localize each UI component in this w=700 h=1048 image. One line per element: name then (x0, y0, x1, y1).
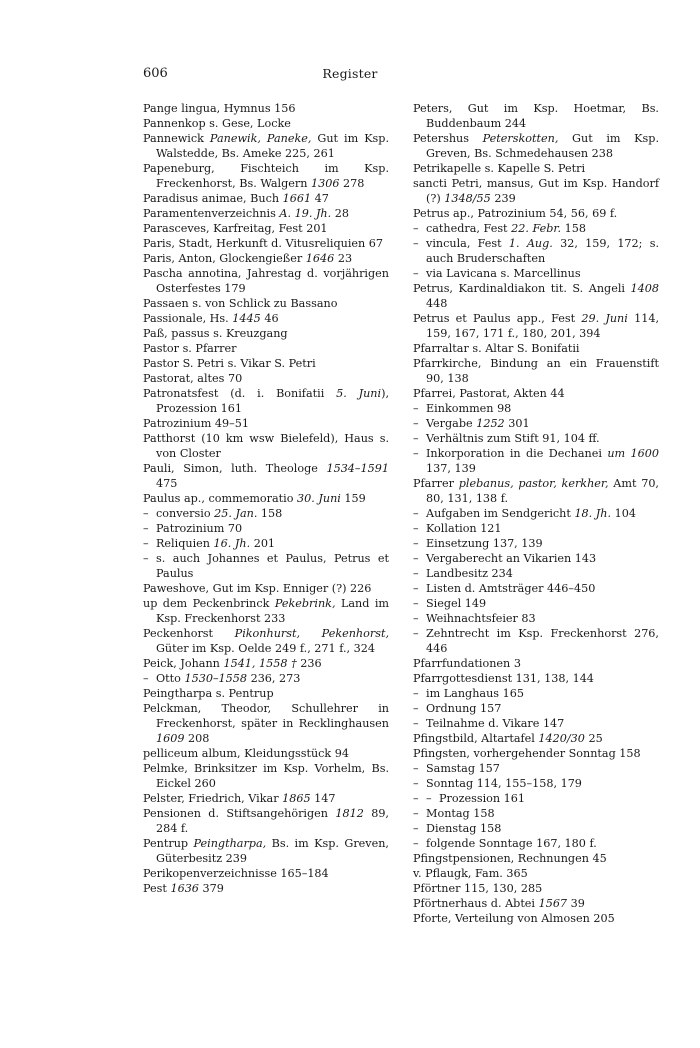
entry-text-italic: 1865 (282, 792, 311, 805)
entry-text: Patthorst (10 km wsw Bielefeld), Haus s. von Closter (143, 432, 389, 460)
entry-text: 158 (257, 507, 283, 520)
entry-text: Samstag 157 (426, 762, 500, 775)
entry-text: 159 (340, 492, 366, 505)
entry-text: Petershus (413, 132, 483, 145)
entry-text: Passionale, Hs. (143, 312, 233, 325)
entry-text: conversio (156, 507, 215, 520)
index-entry (143, 191, 389, 206)
entry-text: Teilnahme d. Vikare 147 (426, 717, 565, 730)
index-entry (413, 386, 659, 401)
entry-text-italic: 1252 (476, 417, 505, 430)
page-header (143, 66, 557, 84)
entry-text-italic: um 1600 (607, 447, 660, 460)
entry-text: Listen d. Amtsträger 446–450 (426, 582, 596, 595)
entry-text: Paramentenverzeichnis (143, 207, 280, 220)
index-entry (413, 656, 659, 671)
entry-text: via Lavicana s. Marcellinus (426, 267, 581, 280)
index-entry (413, 131, 659, 161)
entry-text: v. Pflaugk, Fam. 365 (413, 867, 528, 880)
index-entry (143, 806, 389, 836)
index-subentry (413, 776, 659, 791)
entry-text-italic: A. 19. Jh. (279, 207, 332, 220)
entry-text: Ordnung 157 (426, 702, 502, 715)
entry-text: Gut im Ksp. Walstedde, Bs. Ameke 225, 261 (156, 132, 390, 160)
entry-text-italic: 18. Jh. (574, 507, 612, 520)
entry-text: s. auch Johannes et Paulus, Petrus et Paulus (156, 552, 389, 580)
index-subentry (413, 791, 659, 806)
index-subentry (143, 521, 389, 536)
index-entry (413, 101, 659, 131)
subentry-dash: – (143, 507, 149, 520)
entry-text: Vergabe (426, 417, 477, 430)
index-entry (143, 656, 389, 671)
entry-text: Pelmke, Brinksitzer im Ksp. Vorhelm, Bs. Eickel 260 (143, 762, 389, 790)
subentry-dash: – (413, 612, 419, 625)
page-number: 606 (143, 66, 168, 81)
index-entry (413, 341, 659, 356)
entry-text: 208 (184, 732, 210, 745)
entry-text: Paß, passus s. Kreuzgang (143, 327, 288, 340)
entry-text-italic: Peingtharpa, (193, 837, 267, 850)
index-entry (143, 626, 389, 656)
entry-text: Aufgaben im Sendgericht (426, 507, 575, 520)
entry-text-italic: 5. Juni (336, 387, 382, 400)
entry-text: 147 (310, 792, 336, 805)
entry-text: Papeneburg, Fischteich im Ksp. Freckenhorst, Bs. Walgern (143, 162, 389, 190)
entry-text: Vergaberecht an Vikarien 143 (426, 552, 597, 565)
index-entry (143, 581, 389, 596)
index-entry (143, 761, 389, 791)
entry-text: 32, 159, 172; s. auch Bruderschaften (426, 237, 659, 265)
index-entry (413, 881, 659, 896)
entry-text: Perikopenverzeichnisse 165–184 (143, 867, 329, 880)
subentry-dash: – (413, 717, 419, 730)
index-entry (143, 251, 389, 266)
index-entry (143, 266, 389, 296)
index-entry (413, 311, 659, 341)
subentry-dash: – (413, 792, 419, 805)
entry-text: Pannewick (143, 132, 210, 145)
index-entry (413, 911, 659, 926)
entry-text: Pastor S. Petri s. Vikar S. Petri (143, 357, 316, 370)
index-subentry (413, 566, 659, 581)
index-subentry (413, 431, 659, 446)
subentry-dash: – (413, 237, 419, 250)
index-entry (413, 746, 659, 761)
entry-text-italic: Panewik, Paneke, (209, 132, 312, 145)
subentry-dash: – (413, 222, 419, 235)
index-entry (143, 881, 389, 896)
entry-text: Passaen s. von Schlick zu Bassano (143, 297, 338, 310)
index-entry (143, 746, 389, 761)
entry-text: Paris, Stadt, Herkunft d. Vitusreliquien 67 (143, 237, 384, 250)
entry-text-italic: 1306 (310, 177, 340, 190)
entry-text: Otto (156, 672, 185, 685)
entry-text-italic: 25. Jan. (214, 507, 258, 520)
entry-text: Pfarrfundationen 3 (413, 657, 521, 670)
index-entry (143, 326, 389, 341)
index-entry (143, 206, 389, 221)
entry-text: 448 (426, 297, 448, 310)
entry-text: Dienstag 158 (426, 822, 502, 835)
entry-text: Verhältnis zum Stift 91, 104 ff. (426, 432, 600, 445)
entry-text: 39 (567, 897, 585, 910)
index-entry (143, 431, 389, 461)
entry-text: Pfarraltar s. Altar S. Bonifatii (413, 342, 580, 355)
index-entry (143, 161, 389, 191)
index-entry (413, 476, 659, 506)
entry-text: Peckenhorst (143, 627, 235, 640)
entry-text: Petrus et Paulus app., Fest (413, 312, 582, 325)
entry-text: Petrus ap., Patrozinium 54, 56, 69 f. (413, 207, 618, 220)
subentry-dash: – (413, 402, 419, 415)
subentry-dash: – (413, 822, 419, 835)
index-subentry (413, 236, 659, 266)
entry-text-italic: 1348/55 (444, 192, 491, 205)
entry-text: Pannenkop s. Gese, Locke (143, 117, 291, 130)
entry-text: Pelster, Friedrich, Vikar (143, 792, 283, 805)
index-subentry (413, 611, 659, 626)
entry-text: 47 (311, 192, 329, 205)
entry-text: 236, 273 (247, 672, 301, 685)
subentry-dash: – (143, 552, 149, 565)
entry-text: Pförtnerhaus d. Abtei (413, 897, 539, 910)
subentry-dash: – (413, 507, 419, 520)
index-entry (413, 866, 659, 881)
entry-text: Pastorat, altes 70 (143, 372, 243, 385)
index-entry (413, 671, 659, 686)
entry-text-italic: 1661 (282, 192, 312, 205)
index-entry (413, 851, 659, 866)
entry-text: Inkorporation in die Dechanei (426, 447, 608, 460)
entry-text: Pfarrgottesdienst 131, 138, 144 (413, 672, 594, 685)
entry-text: im Langhaus 165 (426, 687, 524, 700)
index-subentry (143, 671, 389, 686)
index-entry (413, 731, 659, 746)
entry-text-italic: 1636 (170, 882, 199, 895)
entry-text: Pelckman, Theodor, Schullehrer in Freckenhorst, später in Recklinghausen (143, 702, 389, 730)
entry-text-italic: 1445 (232, 312, 261, 325)
entry-text: 236 (300, 657, 322, 670)
entry-text: Peingtharpa s. Pentrup (143, 687, 274, 700)
entry-text: Pest (143, 882, 171, 895)
subentry-dash: – (413, 687, 419, 700)
index-subentry (143, 536, 389, 551)
subentry-dash: – (413, 417, 419, 430)
index-entry (413, 896, 659, 911)
entry-text: Pförtner 115, 130, 285 (413, 882, 543, 895)
entry-text: Sonntag 114, 155–158, 179 (426, 777, 582, 790)
entry-text: Pfarrei, Pastorat, Akten 44 (413, 387, 565, 400)
entry-text: 158 (561, 222, 587, 235)
index-subentry (413, 266, 659, 281)
index-entry (143, 296, 389, 311)
entry-text: Pfarrkirche, Bindung an ein Frauenstift 90, 138 (413, 357, 659, 385)
entry-text: Kollation 121 (426, 522, 502, 535)
index-entry (143, 311, 389, 326)
entry-text: 25 (584, 732, 603, 745)
entry-text-italic: Pikonhurst, Pekenhorst, (234, 627, 389, 640)
entry-text: Bs. im Ksp. Greven, Güterbesitz 239 (156, 837, 389, 865)
entry-text: Patrozinium 49–51 (143, 417, 249, 430)
subentry-dash: – (413, 702, 419, 715)
index-subentry (413, 761, 659, 776)
entry-text: Paweshove, Gut im Ksp. Enniger (?) 226 (143, 582, 372, 595)
entry-text: Paulus ap., commemoratio (143, 492, 298, 505)
entry-text-italic: 22. Febr. (511, 222, 562, 235)
index-entry (143, 116, 389, 131)
index-entry (143, 791, 389, 806)
entry-text-italic: 1534–1591 (326, 462, 389, 475)
entry-text: Pange lingua, Hymnus 156 (143, 102, 296, 115)
entry-text-italic: 16. Jh. (213, 537, 251, 550)
entry-text: Gut im Ksp. Greven, Bs. Schmedehausen 238 (426, 132, 659, 160)
entry-text: Pfarrer (413, 477, 459, 490)
entry-text: 379 (198, 882, 224, 895)
entry-text: Einkommen 98 (426, 402, 512, 415)
entry-text: Petrikapelle s. Kapelle S. Petri (413, 162, 586, 175)
index-subentry (413, 416, 659, 431)
subentry-dash: – (413, 807, 419, 820)
index-subentry (413, 551, 659, 566)
index-entry (413, 356, 659, 386)
index-entry (413, 281, 659, 311)
entry-text: Paris, Anton, Glockengießer (143, 252, 306, 265)
entry-text: Siegel 149 (426, 597, 487, 610)
entry-text: 239 (490, 192, 516, 205)
index-subentry (413, 686, 659, 701)
subentry-dash: – (413, 777, 419, 790)
index-subentry (413, 626, 659, 656)
entry-text: Einsetzung 137, 139 (426, 537, 543, 550)
entry-text: folgende Sonntage 167, 180 f. (426, 837, 597, 850)
entry-text: Pfingsten, vorhergehender Sonntag 158 (413, 747, 641, 760)
entry-text: Pfingstbild, Altartafel (413, 732, 539, 745)
index-entry (143, 686, 389, 701)
index-entry (143, 491, 389, 506)
entry-text-italic: Peterskotten, (482, 132, 559, 145)
entry-text: cathedra, Fest (426, 222, 512, 235)
subentry-dash: – (413, 597, 419, 610)
subentry-dash: – (413, 267, 419, 280)
entry-text: 104 (611, 507, 636, 520)
index-entry (143, 101, 389, 116)
index-subentry (143, 551, 389, 581)
index-subentry (413, 536, 659, 551)
entry-text: 137, 139 (426, 462, 476, 475)
entry-text: Pforte, Verteilung von Almosen 205 (413, 912, 615, 925)
index-entry (413, 161, 659, 176)
entry-text: up dem Peckenbrinck (143, 597, 275, 610)
subentry-dash: – (413, 552, 419, 565)
index-subentry (413, 836, 659, 851)
entry-text: Landbesitz 234 (426, 567, 513, 580)
index-subentry (413, 521, 659, 536)
subentry-dash: – (413, 837, 419, 850)
index-entry (413, 206, 659, 221)
entry-text: 114, 159, 167, 171 f., 180, 201, 394 (426, 312, 659, 340)
index-entry (143, 701, 389, 746)
entry-text: 89, 284 f. (156, 807, 389, 835)
entry-text-italic: 1812 (335, 807, 364, 820)
entry-text: Zehntrecht im Ksp. Freckenhorst 276, 446 (426, 627, 659, 655)
entry-text: Peters, Gut im Ksp. Hoetmar, Bs. Buddenbaum 244 (413, 102, 659, 130)
entry-text-italic: plebanus, pastor, kerkher, (458, 477, 609, 490)
index-column-right (413, 101, 659, 926)
entry-text: Pentrup (143, 837, 194, 850)
subentry-dash: – (413, 522, 419, 535)
subentry-dash: – (426, 792, 432, 805)
entry-text-italic: 1541, 1558 † (223, 657, 301, 670)
entry-text: 475 (156, 477, 178, 490)
index-entry (143, 131, 389, 161)
index-entry (143, 461, 389, 491)
index-entry (143, 416, 389, 431)
entry-text-italic: 1567 (538, 897, 568, 910)
entry-text: vincula, Fest (426, 237, 509, 250)
entry-text: 28 (331, 207, 349, 220)
subentry-dash: – (413, 627, 419, 640)
entry-text-italic: 1. Aug. (508, 237, 553, 250)
entry-text: Land im Ksp. Freckenhorst 233 (156, 597, 390, 625)
subentry-dash: – (143, 522, 149, 535)
entry-text-italic: Pekebrink, (274, 597, 336, 610)
index-entry (143, 221, 389, 236)
entry-text-italic: 1530–1558 (184, 672, 248, 685)
subentry-dash: – (413, 762, 419, 775)
entry-text: Güter im Ksp. Oelde 249 f., 271 f., 324 (156, 642, 375, 655)
index-subentry (413, 716, 659, 731)
index-subentry (413, 581, 659, 596)
entry-text: Parasceves, Karfreitag, Fest 201 (143, 222, 328, 235)
entry-text: Petrus, Kardinaldiakon tit. S. Angeli (413, 282, 631, 295)
entry-text: Montag 158 (426, 807, 495, 820)
entry-text-italic: 30. Juni (297, 492, 341, 505)
subentry-dash: – (413, 537, 419, 550)
index-entry (143, 236, 389, 251)
entry-text: Patronatsfest (d. i. Bonifatii (143, 387, 337, 400)
index-subentry (413, 821, 659, 836)
index-column-left (143, 101, 389, 896)
entry-text: Patrozinium 70 (156, 522, 243, 535)
subentry-dash: – (143, 537, 149, 550)
entry-text: Pauli, Simon, luth. Theologe (143, 462, 327, 475)
entry-text-italic: 1420/30 (538, 732, 585, 745)
index-entry (143, 866, 389, 881)
entry-text: Pascha annotina, Jahrestag d. vorjährigen Osterfestes 179 (143, 267, 389, 295)
subentry-dash: – (413, 567, 419, 580)
entry-text: Amt 70, 80, 131, 138 f. (426, 477, 659, 505)
entry-text: Reliquien (156, 537, 214, 550)
subentry-dash: – (413, 432, 419, 445)
entry-text-italic: 1408 (630, 282, 659, 295)
entry-text: sancti Petri, mansus, Gut im Ksp. Handorf (?) (413, 177, 659, 205)
entry-text: Pastor s. Pfarrer (143, 342, 237, 355)
index-subentry (413, 401, 659, 416)
entry-text: 23 (334, 252, 353, 265)
index-entry (143, 371, 389, 386)
index-subentry (413, 446, 659, 476)
index-subentry (143, 506, 389, 521)
entry-text: pelliceum album, Kleidungsstück 94 (143, 747, 349, 760)
entry-text: 201 (250, 537, 276, 550)
subentry-dash: – (143, 672, 149, 685)
entry-text: Pfingstpensionen, Rechnungen 45 (413, 852, 607, 865)
entry-text-italic: 1646 (305, 252, 335, 265)
entry-text: Weihnachtsfeier 83 (426, 612, 536, 625)
index-subentry (413, 701, 659, 716)
entry-text: Paradisus animae, Buch (143, 192, 283, 205)
index-entry (413, 176, 659, 206)
entry-text: 301 (504, 417, 530, 430)
entry-text: 278 (339, 177, 365, 190)
index-subentry (413, 806, 659, 821)
entry-text: Peick, Johann (143, 657, 224, 670)
entry-text-italic: 29. Juni (581, 312, 628, 325)
index-entry (143, 596, 389, 626)
subentry-dash: – (413, 447, 419, 460)
subentry-dash: – (413, 582, 419, 595)
index-entry (143, 386, 389, 416)
entry-text: ), Prozession 161 (156, 387, 389, 415)
index-subentry (413, 221, 659, 236)
index-entry (143, 356, 389, 371)
entry-text: Prozession 161 (439, 792, 526, 805)
index-subentry (413, 506, 659, 521)
index-subentry (413, 596, 659, 611)
entry-text-italic: 1609 (156, 732, 185, 745)
entry-text: 46 (260, 312, 279, 325)
index-entry (143, 341, 389, 356)
index-entry (143, 836, 389, 866)
running-head: Register (322, 66, 378, 81)
entry-text: Pensionen d. Stiftsangehörigen (143, 807, 336, 820)
